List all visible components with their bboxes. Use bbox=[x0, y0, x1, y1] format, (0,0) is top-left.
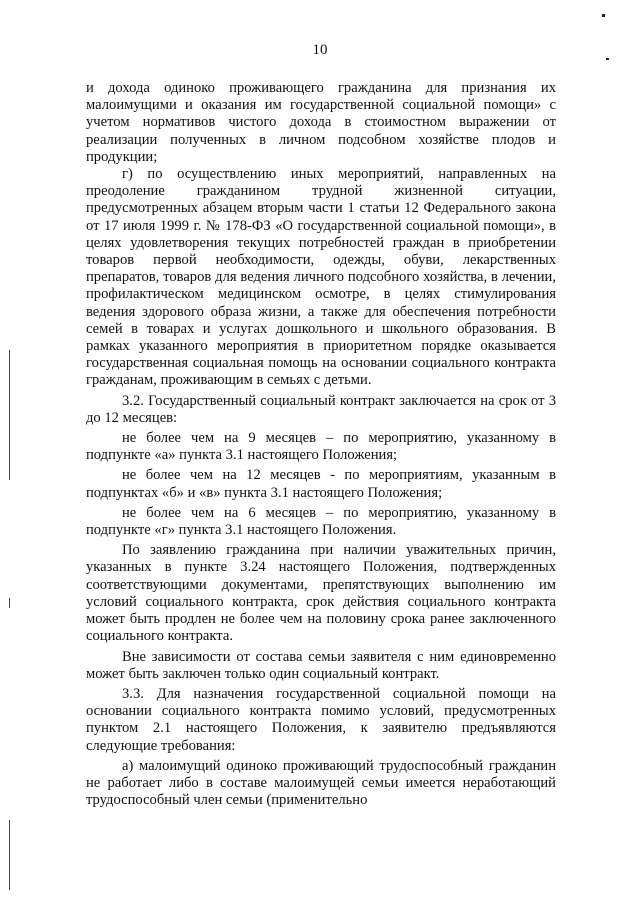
paragraph: По заявлению гражданина при наличии уважительных причин, указанных в пункте 3.24 настоящего Положения, подтвержденных соответствующими документами, препятствующих выполнению им условий социального контракта, срок действия социального контракта может быть продлен не более чем на половину срока ранее заключенного социального контракта. bbox=[86, 542, 556, 645]
paragraph: Вне зависимости от состава семьи заявителя с ним единовременно может быть заключен только один социальный контракт. bbox=[86, 648, 556, 682]
scan-mark bbox=[602, 14, 605, 17]
document-body bbox=[86, 80, 556, 809]
paragraph: и дохода одиноко проживающего гражданина для признания их малоимущими и оказания им государственной социальной помощи» с учетом нормативов чистого дохода в стоимостном выражении от реализации полученных в личном подсобном хозяйстве плодов и продукции; bbox=[86, 80, 556, 165]
paragraph: не более чем на 6 месяцев – по мероприятию, указанному в подпункте «г» пункта 3.1 настоящего Положения. bbox=[86, 504, 556, 539]
scan-edge-mark bbox=[9, 350, 10, 480]
scan-edge-mark bbox=[9, 598, 10, 608]
paragraph: г) по осуществлению иных мероприятий, направленных на преодоление гражданином трудной жизненной ситуации, предусмотренных абзацем вторым части 1 статьи 12 Федерального закона от 17 июля 1999 г. № 178-ФЗ «О государственной социальной помощи», в целях удовлетворения текущих потребностей граждан в приобретении товаров первой необходимости, одежды, обуви, лекарственных препаратов, товаров для ведения личного подсобного хозяйства, в лечении, профилактическом медицинском осмотре, в целях стимулирования ведения здорового образа жизни, а также для обеспечения потребности семей в товарах и услугах дошкольного и школьного образования. В рамках указанного мероприятия в приоритетном порядке оказывается государственная социальная помощь на основании социального контракта гражданам, проживающим в семьях с детьми. bbox=[86, 166, 556, 389]
paragraph: не более чем на 12 месяцев - по мероприятиям, указанным в подпунктах «б» и «в» пункта 3.1 настоящего Положения; bbox=[86, 467, 556, 501]
page-number: 10 bbox=[312, 42, 328, 58]
scan-edge-mark bbox=[9, 820, 10, 890]
paragraph: не более чем на 9 месяцев – по мероприятию, указанному в подпункте «а» пункта 3.1 настоящего Положения; bbox=[86, 430, 556, 464]
paragraph: 3.3. Для назначения государственной социальной помощи на основании социального контракта помимо условий, предусмотренных пунктом 2.1 настоящего Положения, к заявителю предъявляются следующие требования: bbox=[86, 685, 556, 754]
paragraph: а) малоимущий одиноко проживающий трудоспособный гражданин не работает либо в составе малоимущей семьи имеется неработающий трудоспособный член семьи (применительно bbox=[86, 757, 556, 809]
paragraph: 3.2. Государственный социальный контракт заключается на срок от 3 до 12 месяцев: bbox=[86, 392, 556, 426]
